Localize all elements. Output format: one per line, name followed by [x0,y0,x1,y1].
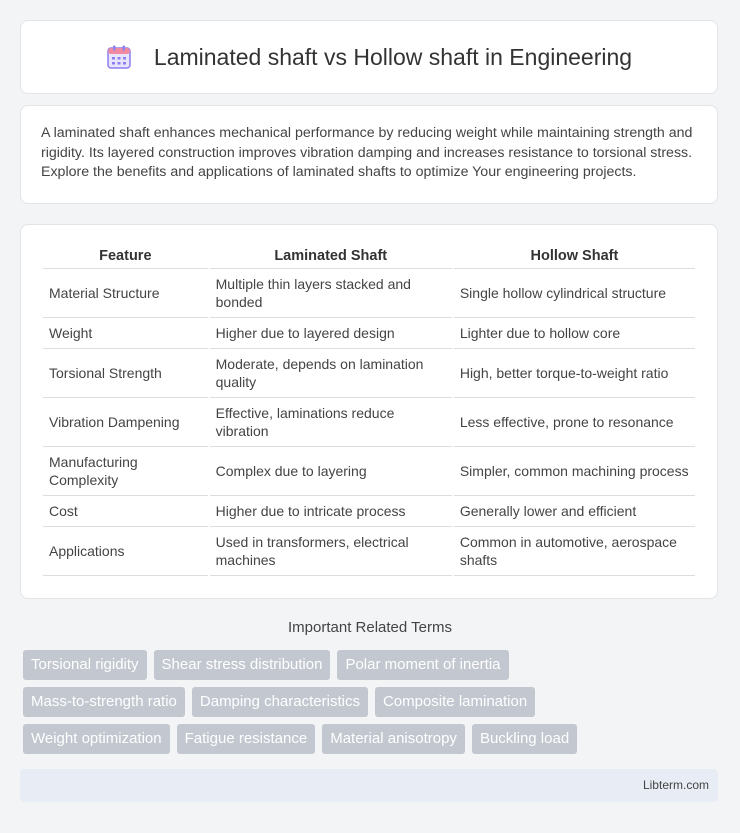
table-cell: Material Structure [43,269,208,318]
table-cell: Applications [43,527,208,576]
related-term-tag[interactable]: Composite lamination [375,687,535,717]
table-cell: Effective, laminations reduce vibration [210,398,452,447]
table-cell: High, better torque-to-weight ratio [454,349,695,398]
related-term-tag[interactable]: Fatigue resistance [177,724,316,754]
table-cell: Higher due to layered design [210,318,452,349]
column-header: Hollow Shaft [454,244,695,269]
table-cell: Generally lower and efficient [454,496,695,527]
tag-row [23,687,723,717]
intro-card [20,105,718,204]
tag-row [23,650,723,680]
table-cell: Weight [43,318,208,349]
related-term-tag[interactable]: Shear stress distribution [154,650,331,680]
comparison-card [20,224,718,599]
related-terms-tags [23,650,723,761]
table-cell: Moderate, depends on lamination quality [210,349,452,398]
table-row [43,398,695,447]
table-cell: Single hollow cylindrical structure [454,269,695,318]
table-row [43,496,695,527]
page-title: Laminated shaft vs Hollow shaft in Engineering [153,43,633,70]
table-cell: Cost [43,496,208,527]
intro-text: A laminated shaft enhances mechanical performance by reducing weight while maintaining strength and rigidity. Its layered construction improves vibration damping and increases resistance to torsional stress. Explore the benefits and applications of laminated shafts to optimize Your engineering projects. [41,125,693,181]
footer [20,769,718,802]
table-cell: Multiple thin layers stacked and bonded [210,269,452,318]
table-cell: Manufacturing Complexity [43,447,208,496]
related-term-tag[interactable]: Damping characteristics [192,687,368,717]
related-term-tag[interactable]: Material anisotropy [322,724,465,754]
comparison-table [41,244,697,576]
related-term-tag[interactable]: Mass-to-strength ratio [23,687,185,717]
calendar-icon [106,44,132,70]
table-cell: Common in automotive, aerospace shafts [454,527,695,576]
table-row [43,269,695,318]
related-term-tag[interactable]: Polar moment of inertia [337,650,508,680]
title-card [20,20,718,94]
table-cell: Higher due to intricate process [210,496,452,527]
table-cell: Less effective, prone to resonance [454,398,695,447]
related-terms-title: Important Related Terms [288,619,452,636]
table-header-row [43,244,695,269]
related-term-tag[interactable]: Weight optimization [23,724,170,754]
column-header: Feature [43,244,208,269]
table-row [43,527,695,576]
table-cell: Lighter due to hollow core [454,318,695,349]
table-cell: Used in transformers, electrical machines [210,527,452,576]
tag-row [23,724,723,754]
table-cell: Torsional Strength [43,349,208,398]
footer-site-link[interactable]: Libterm.com [642,778,709,792]
table-row [43,447,695,496]
table-row [43,318,695,349]
table-cell: Vibration Dampening [43,398,208,447]
table-row [43,349,695,398]
related-term-tag[interactable]: Torsional rigidity [23,650,147,680]
column-header: Laminated Shaft [210,244,452,269]
table-cell: Simpler, common machining process [454,447,695,496]
related-term-tag[interactable]: Buckling load [472,724,577,754]
table-cell: Complex due to layering [210,447,452,496]
